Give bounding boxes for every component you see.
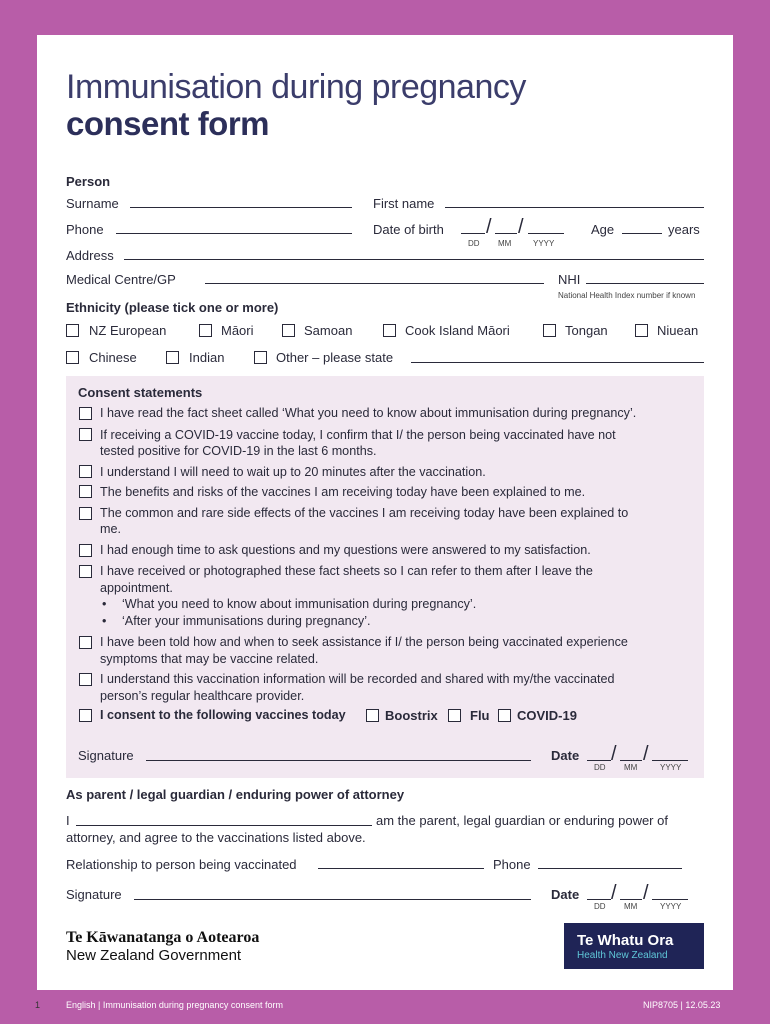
consent-checkbox-fact-sheet[interactable]: [79, 407, 92, 420]
ethnicity-samoan-checkbox[interactable]: [282, 324, 295, 337]
age-label: Age: [591, 222, 615, 237]
date-dd-hint: DD: [594, 902, 606, 911]
consent-statement: me.: [100, 522, 121, 536]
consent-checkbox-assistance[interactable]: [79, 636, 92, 649]
person-heading: Person: [66, 174, 111, 189]
boostrix-label: Boostrix: [385, 708, 438, 723]
first-name-label: First name: [373, 196, 435, 211]
dob-label: Date of birth: [373, 222, 444, 237]
dob-year-field[interactable]: [528, 233, 564, 234]
guardian-date-year-field[interactable]: [652, 899, 688, 900]
footer-code: NIP8705 | 12.05.23: [643, 1000, 721, 1010]
guardian-phone-field[interactable]: [538, 868, 682, 869]
dob-slash: /: [486, 216, 492, 238]
guardian-date-day-field[interactable]: [587, 899, 611, 900]
ethnicity-option-label: NZ European: [89, 323, 167, 338]
ethnicity-option-label: Niuean: [657, 323, 699, 338]
date-year-field[interactable]: [652, 760, 688, 761]
phone-field[interactable]: [116, 233, 352, 234]
consent-statement: ‘After your immunisations during pregnancy’.: [122, 614, 371, 628]
te-whatu-ora-logo-title: Te Whatu Ora: [577, 932, 674, 949]
ethnicity-option-label: Tongan: [565, 323, 608, 338]
date-mm-hint: MM: [624, 902, 638, 911]
ethnicity-heading: Ethnicity (please tick one or more): [66, 300, 279, 315]
date-slash: /: [643, 743, 649, 765]
nhi-label: NHI: [558, 272, 581, 287]
consent-statement: If receiving a COVID-19 vaccine today, I confirm that I/ the person being vaccinated have not: [100, 428, 616, 442]
address-field[interactable]: [124, 259, 704, 260]
phone-label: Phone: [66, 222, 104, 237]
guardian-text: am the parent, legal guardian or enduring power of: [376, 813, 668, 828]
years-label: years: [668, 222, 700, 237]
consent-statement: I understand this vaccination information will be recorded and shared with my/the vaccinated: [100, 672, 615, 686]
guardian-text: attorney, and agree to the vaccinations listed above.: [66, 830, 366, 845]
te-whatu-ora-logo: [564, 923, 704, 969]
date-label: Date: [551, 748, 580, 763]
ethnicity-other-field[interactable]: [411, 362, 704, 363]
consent-statement: I have read the fact sheet called ‘What you need to know about immunisation during pregnancy’.: [100, 406, 637, 420]
guardian-heading: As parent / legal guardian / enduring power of attorney: [66, 787, 405, 802]
ethnicity-tongan-checkbox[interactable]: [543, 324, 556, 337]
consent-statement: I consent to the following vaccines today: [100, 708, 346, 722]
consent-checkbox-questions[interactable]: [79, 544, 92, 557]
dob-dd-hint: DD: [468, 239, 480, 248]
ethnicity-niuean-checkbox[interactable]: [635, 324, 648, 337]
consent-checkbox-recorded[interactable]: [79, 673, 92, 686]
signature-label: Signature: [78, 748, 134, 763]
date-yyyy-hint: YYYY: [660, 763, 682, 772]
dob-month-field[interactable]: [495, 233, 517, 234]
address-label: Address: [66, 248, 114, 263]
ethnicity-other-checkbox[interactable]: [254, 351, 267, 364]
ethnicity-maori-checkbox[interactable]: [199, 324, 212, 337]
nhi-field[interactable]: [586, 283, 704, 284]
covid-checkbox[interactable]: [498, 709, 511, 722]
relationship-label: Relationship to person being vaccinated: [66, 857, 297, 872]
dob-slash: /: [518, 216, 524, 238]
te-whatu-ora-logo-subtitle: Health New Zealand: [577, 950, 668, 961]
bullet: •: [102, 597, 107, 611]
date-day-field[interactable]: [587, 760, 611, 761]
surname-field[interactable]: [130, 207, 352, 208]
first-name-field[interactable]: [445, 207, 704, 208]
consent-statement: I understand I will need to wait up to 20 minutes after the vaccination.: [100, 465, 486, 479]
date-slash: /: [611, 882, 617, 904]
ethnicity-option-label: Māori: [221, 323, 254, 338]
nz-government-logo-subtitle: New Zealand Government: [66, 947, 242, 964]
consent-statement: ‘What you need to know about immunisation during pregnancy’.: [122, 597, 477, 611]
surname-label: Surname: [66, 196, 119, 211]
guardian-signature-label: Signature: [66, 887, 122, 902]
date-slash: /: [611, 743, 617, 765]
consent-statement: The common and rare side effects of the vaccines I am receiving today have been explained to: [100, 506, 629, 520]
consent-checkbox-fact-sheets-received[interactable]: [79, 565, 92, 578]
flu-label: Flu: [470, 708, 490, 723]
ethnicity-option-label: Chinese: [89, 350, 137, 365]
form-title-line1: Immunisation during pregnancy: [66, 68, 526, 106]
consent-statement: I have been told how and when to seek assistance if I/ the person being vaccinated experience: [100, 635, 628, 649]
boostrix-checkbox[interactable]: [366, 709, 379, 722]
consent-statement: I had enough time to ask questions and my questions were answered to my satisfaction.: [100, 543, 591, 557]
guardian-date-month-field[interactable]: [620, 899, 642, 900]
page-number: 1: [35, 1000, 41, 1010]
footer-text: English | Immunisation during pregnancy consent form: [66, 1000, 283, 1010]
consent-checkbox-vaccines[interactable]: [79, 709, 92, 722]
date-yyyy-hint: YYYY: [660, 902, 682, 911]
form-title-line2: consent form: [66, 105, 270, 142]
consent-checkbox-covid-test[interactable]: [79, 428, 92, 441]
guardian-date-label: Date: [551, 887, 580, 902]
ethnicity-option-label: Other – please state: [276, 350, 394, 365]
date-month-field[interactable]: [620, 760, 642, 761]
medical-centre-label: Medical Centre/GP: [66, 272, 176, 287]
date-mm-hint: MM: [624, 763, 638, 772]
signature-field[interactable]: [146, 760, 531, 761]
consent-statement: I have received or photographed these fact sheets so I can refer to them after I leave the: [100, 564, 593, 578]
consent-statement: tested positive for COVID-19 in the last 6 months.: [100, 444, 377, 458]
bullet: •: [102, 614, 107, 628]
dob-yyyy-hint: YYYY: [533, 239, 555, 248]
consent-statement: appointment.: [100, 581, 173, 595]
ethnicity-nz-european-checkbox[interactable]: [66, 324, 79, 337]
nhi-note: National Health Index number if known: [558, 291, 696, 300]
flu-checkbox[interactable]: [448, 709, 461, 722]
dob-mm-hint: MM: [498, 239, 512, 248]
medical-centre-field[interactable]: [205, 283, 544, 284]
covid-label: COVID-19: [517, 708, 577, 723]
age-field[interactable]: [622, 233, 662, 234]
ethnicity-chinese-checkbox[interactable]: [66, 351, 79, 364]
consent-heading: Consent statements: [78, 385, 203, 400]
guardian-i-label: I: [66, 813, 70, 828]
ethnicity-indian-checkbox[interactable]: [166, 351, 179, 364]
relationship-field[interactable]: [318, 868, 484, 869]
consent-checkbox-benefits[interactable]: [79, 485, 92, 498]
guardian-name-field[interactable]: [76, 825, 372, 826]
nz-government-logo-title: Te Kāwanatanga o Aotearoa: [66, 929, 260, 946]
consent-checkbox-wait[interactable]: [79, 465, 92, 478]
consent-statement: person’s regular healthcare provider.: [100, 689, 305, 703]
guardian-signature-field[interactable]: [134, 899, 531, 900]
date-dd-hint: DD: [594, 763, 606, 772]
ethnicity-option-label: Indian: [189, 350, 225, 365]
guardian-phone-label: Phone: [493, 857, 531, 872]
consent-statement: symptoms that may be vaccine related.: [100, 652, 319, 666]
consent-checkbox-side-effects[interactable]: [79, 507, 92, 520]
ethnicity-cook-island-maori-checkbox[interactable]: [383, 324, 396, 337]
date-slash: /: [643, 882, 649, 904]
ethnicity-option-label: Cook Island Māori: [405, 323, 510, 338]
ethnicity-option-label: Samoan: [304, 323, 353, 338]
dob-day-field[interactable]: [461, 233, 485, 234]
consent-statement: The benefits and risks of the vaccines I am receiving today have been explained to me.: [100, 485, 586, 499]
